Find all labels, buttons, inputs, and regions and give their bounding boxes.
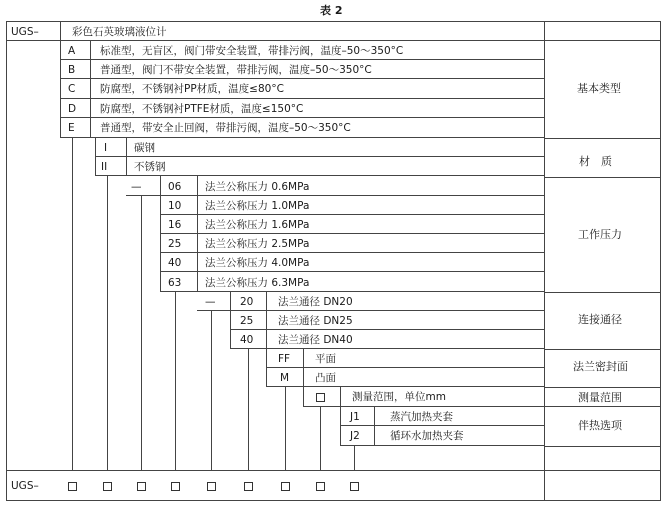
grid-line xyxy=(248,348,249,470)
footer-box-pressure-code xyxy=(171,482,180,491)
seal-desc: 凸面 xyxy=(315,372,336,384)
grid-line xyxy=(660,21,661,501)
grid-line xyxy=(374,406,375,445)
type-desc: 普通型，阀门不带安全装置，带排污阀，温度–50～350°C xyxy=(100,64,372,76)
grid-line xyxy=(72,137,73,470)
footer-box-diameter-code xyxy=(244,482,253,491)
grid-line xyxy=(160,271,544,272)
grid-line xyxy=(285,386,286,470)
diameter-dash: — xyxy=(205,296,216,308)
material-code: II xyxy=(101,161,108,173)
grid-line xyxy=(160,233,544,234)
grid-line xyxy=(6,21,7,501)
type-desc: 防腐型，不锈钢衬PTFE材质，温度≤150°C xyxy=(100,103,304,115)
grid-line xyxy=(340,387,341,406)
pressure-code: 16 xyxy=(168,219,182,231)
grid-line xyxy=(60,78,544,79)
grid-line xyxy=(126,138,127,175)
grid-line xyxy=(95,156,544,157)
pressure-desc: 法兰公称压力 0.6MPa xyxy=(205,181,310,193)
grid-line xyxy=(160,252,544,253)
header-name: 彩色石英玻璃液位计 xyxy=(72,26,167,38)
pressure-desc: 法兰公称压力 1.0MPa xyxy=(205,200,310,212)
grid-line xyxy=(60,40,61,137)
grid-line xyxy=(266,386,544,387)
grid-line xyxy=(160,214,544,215)
footer-box-type xyxy=(68,482,77,491)
pressure-desc: 法兰公称压力 2.5MPa xyxy=(205,238,310,250)
range-desc: 测量范围，单位mm xyxy=(352,391,446,403)
header-code: UGS– xyxy=(11,26,39,38)
footer-box-pressure xyxy=(137,482,146,491)
grid-line xyxy=(95,175,544,176)
type-code: C xyxy=(68,83,76,95)
heating-code: J1 xyxy=(350,411,360,423)
grid-line xyxy=(160,291,544,292)
grid-line xyxy=(544,138,660,139)
heating-code: J2 xyxy=(350,430,360,442)
grid-line xyxy=(340,406,341,445)
grid-line xyxy=(544,446,660,447)
category-diameter: 连接通径 xyxy=(578,313,622,326)
pressure-code: 06 xyxy=(168,181,182,193)
pressure-code: 10 xyxy=(168,200,182,212)
diameter-code: 25 xyxy=(240,315,254,327)
seal-code: M xyxy=(280,372,290,384)
grid-line xyxy=(340,445,544,446)
grid-line xyxy=(197,176,198,291)
pressure-desc: 法兰公称压力 1.6MPa xyxy=(205,219,310,231)
diameter-desc: 法兰通径 DN25 xyxy=(278,315,353,327)
pressure-desc: 法兰公称压力 6.3MPa xyxy=(205,277,310,289)
grid-line xyxy=(266,367,544,368)
grid-line xyxy=(211,310,212,470)
table-title: 表 2 xyxy=(320,4,343,17)
grid-line xyxy=(266,292,267,348)
footer-code: UGS– xyxy=(11,480,39,492)
heating-desc: 蒸汽加热夹套 xyxy=(390,411,453,423)
category-seal: 法兰密封面 xyxy=(573,360,628,373)
grid-line xyxy=(107,175,108,470)
diameter-desc: 法兰通径 DN40 xyxy=(278,334,353,346)
grid-line xyxy=(303,387,304,406)
type-code: D xyxy=(68,103,77,115)
grid-line xyxy=(6,40,544,41)
grid-line xyxy=(230,348,544,349)
category-range: 测量范围 xyxy=(578,391,622,404)
type-code: B xyxy=(68,64,76,76)
grid-line xyxy=(126,195,160,196)
grid-line xyxy=(544,349,660,350)
diameter-desc: 法兰通径 DN20 xyxy=(278,296,353,308)
category-basic: 基本类型 xyxy=(577,82,621,95)
pressure-code: 63 xyxy=(168,277,182,289)
footer-box-material xyxy=(103,482,112,491)
category-pressure: 工作压力 xyxy=(578,228,622,241)
grid-line xyxy=(544,21,545,501)
pressure-code: 25 xyxy=(168,238,182,250)
category-heating: 伴热选项 xyxy=(578,419,622,432)
type-desc: 普通型，带安全止回阀，带排污阀，温度–50～350°C xyxy=(100,122,351,134)
grid-line xyxy=(160,195,544,196)
heating-desc: 循环水加热夹套 xyxy=(390,430,464,442)
seal-code: FF xyxy=(278,353,291,365)
type-code: A xyxy=(68,45,76,57)
grid-line xyxy=(340,425,544,426)
grid-line xyxy=(230,310,544,311)
grid-line xyxy=(60,59,544,60)
grid-line xyxy=(544,292,660,293)
grid-line xyxy=(95,138,96,175)
grid-line xyxy=(141,195,142,470)
category-material: 材 质 xyxy=(579,155,612,168)
grid-line xyxy=(6,500,660,501)
material-desc: 碳钢 xyxy=(134,142,155,154)
type-desc: 防腐型，不锈钢衬PP材质，温度≤80°C xyxy=(100,83,284,95)
grid-line xyxy=(60,117,544,118)
diameter-code: 20 xyxy=(240,296,254,308)
grid-line xyxy=(175,291,176,470)
grid-line xyxy=(90,40,91,137)
grid-line xyxy=(230,329,544,330)
pressure-dash: — xyxy=(131,181,142,193)
material-code: I xyxy=(104,142,108,154)
pressure-desc: 法兰公称压力 4.0MPa xyxy=(205,257,310,269)
grid-line xyxy=(354,445,355,470)
grid-line xyxy=(320,406,321,470)
pressure-code: 40 xyxy=(168,257,182,269)
type-desc: 标准型，无盲区，阀门带安全装置，带排污阀，温度–50～350°C xyxy=(100,45,404,57)
grid-line xyxy=(230,292,231,348)
footer-box-diameter xyxy=(207,482,216,491)
range-checkbox xyxy=(316,393,325,402)
seal-desc: 平面 xyxy=(315,353,336,365)
grid-line xyxy=(60,21,61,40)
grid-line xyxy=(6,470,660,471)
grid-line xyxy=(544,177,660,178)
footer-box-seal xyxy=(281,482,290,491)
grid-line xyxy=(160,176,161,291)
grid-line xyxy=(544,387,660,388)
material-desc: 不锈钢 xyxy=(134,161,166,173)
grid-line xyxy=(6,21,660,22)
footer-box-heating xyxy=(350,482,359,491)
grid-line xyxy=(266,349,267,386)
grid-line xyxy=(60,137,544,138)
type-code: E xyxy=(68,122,75,134)
grid-line xyxy=(60,98,544,99)
grid-line xyxy=(544,40,660,41)
grid-line xyxy=(197,310,230,311)
grid-line xyxy=(544,406,660,407)
diameter-code: 40 xyxy=(240,334,254,346)
footer-box-range xyxy=(316,482,325,491)
grid-line xyxy=(303,349,304,386)
